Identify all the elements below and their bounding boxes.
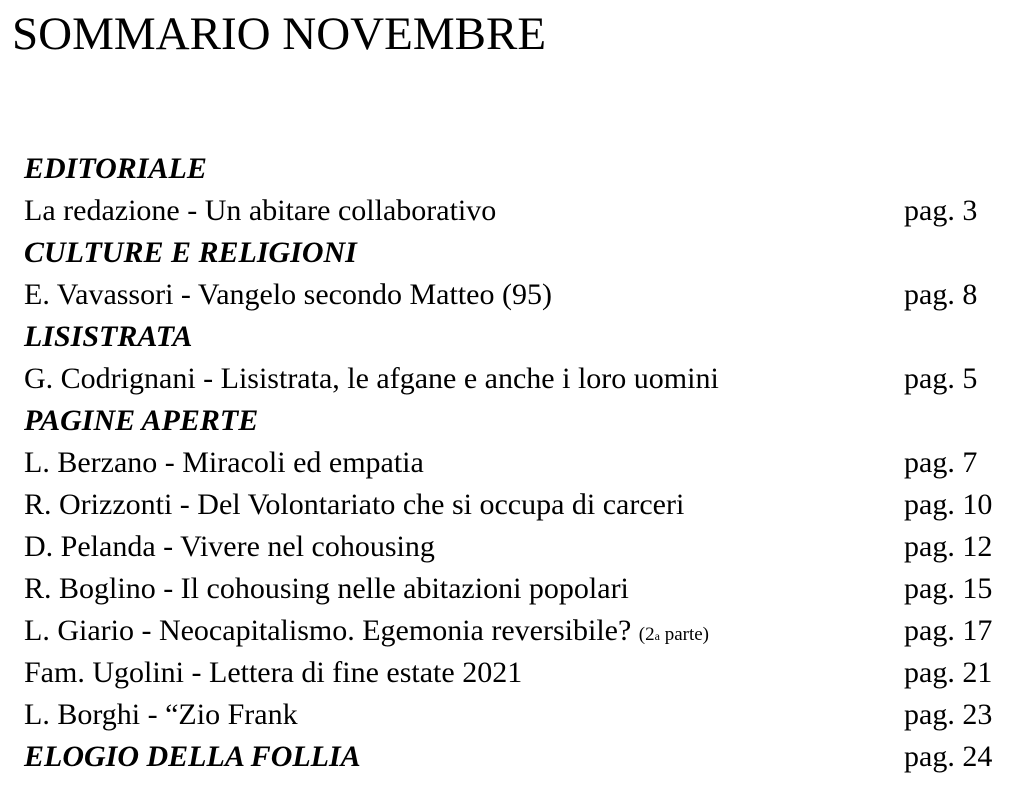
toc-entry-page: pag. 21 (904, 656, 993, 689)
toc-entry (24, 358, 1014, 400)
toc-entry-page: pag. 10 (904, 488, 993, 521)
section-heading-culture-e-religioni (24, 232, 1014, 274)
toc-entry (24, 484, 1014, 526)
toc-entry-page: pag. 5 (904, 362, 978, 395)
part-note (639, 624, 709, 645)
section-heading-lisistrata (24, 316, 1014, 358)
toc-entry (24, 568, 1014, 610)
toc-entry-page: pag. 8 (904, 278, 978, 311)
toc-entry (24, 442, 1014, 484)
toc-entry (24, 694, 1014, 736)
section-heading-elogio-della-follia (24, 736, 1014, 778)
toc-entry-text: D. Pelanda - Vivere nel cohousing (24, 530, 435, 563)
toc-entry-page: pag. 3 (904, 194, 978, 227)
toc-entry-page: pag. 15 (904, 572, 993, 605)
toc-entry-page: pag. 24 (904, 740, 993, 773)
toc-entry-text: R. Boglino - Il cohousing nelle abitazioni popolari (24, 572, 629, 605)
section-title: LISISTRATA (24, 320, 193, 353)
toc-entry-text: Fam. Ugolini - Lettera di fine estate 2021 (24, 656, 523, 689)
section-heading-pagine-aperte (24, 400, 1014, 442)
toc-entry-text: R. Orizzonti - Del Volontariato che si occupa di carceri (24, 488, 685, 521)
toc-entry-text: L. Giario - Neocapitalismo. Egemonia reversibile? (24, 614, 632, 647)
toc-entry-page: pag. 7 (904, 446, 978, 479)
toc-entry (24, 652, 1014, 694)
part-note-number: (2 (638, 624, 655, 645)
toc-entry-text: E. Vavassori - Vangelo secondo Matteo (95) (24, 278, 552, 311)
toc-entry-text: La redazione - Un abitare collaborativo (24, 194, 497, 227)
toc-entry (24, 274, 1014, 316)
toc-entry-text: L. Borghi - “Zio Frank (24, 698, 298, 731)
toc-entry-text: G. Codrignani - Lisistrata, le afgane e anche i loro uomini (24, 362, 719, 395)
table-of-contents (24, 148, 1014, 778)
section-title: ELOGIO DELLA FOLLIA (24, 740, 361, 773)
toc-entry-page: pag. 23 (904, 698, 993, 731)
toc-entry (24, 526, 1014, 568)
toc-entry-page: pag. 12 (904, 530, 993, 563)
page-title: SOMMARIO NOVEMBRE (12, 8, 547, 60)
part-note-rest: parte) (659, 624, 709, 645)
toc-entry (24, 610, 1014, 652)
toc-entry (24, 190, 1014, 232)
section-title: EDITORIALE (24, 152, 207, 185)
toc-entry-text: L. Berzano - Miracoli ed empatia (24, 446, 424, 479)
part-note-ordinal: a (654, 629, 660, 643)
section-heading-editoriale (24, 148, 1014, 190)
section-title: CULTURE E RELIGIONI (24, 236, 357, 269)
toc-entry-line (24, 610, 709, 657)
toc-entry-page: pag. 17 (904, 614, 993, 647)
section-title: PAGINE APERTE (24, 404, 259, 437)
